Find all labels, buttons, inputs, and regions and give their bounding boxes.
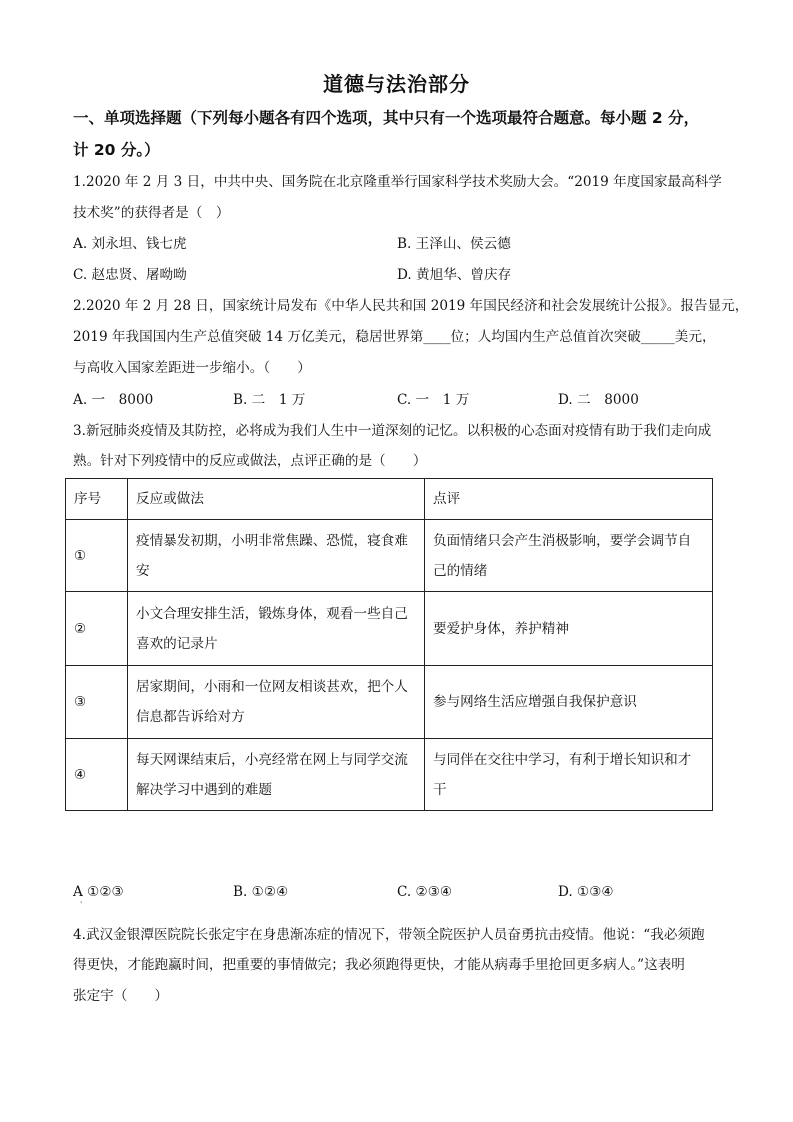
row-number: ③ [66,666,128,739]
table-header-cell: 反应或做法 [128,479,425,520]
q2-option-b[interactable]: B. 二 1 万 [233,392,306,408]
table-row [66,520,713,592]
q1-option-c[interactable]: C. 赵忠贤、屠呦呦 [73,267,187,283]
stray-mark: ' [80,900,83,909]
q3-option-c[interactable]: C. ②③④ [397,884,453,900]
q2-option-a[interactable]: A. 一 8000 [73,392,154,408]
table-header-row [66,479,713,520]
q2-stem-line-1: 2.2020 年 2 月 28 日，国家统计局发布《中华人民共和国 2019 年国民经济和社会发展统计公报》。报告显元， [73,298,749,314]
row-comment: 负面情绪只会产生消极影响，要学会调节自己的情绪 [425,520,713,592]
table-header-cell: 序号 [66,479,128,520]
q1-stem-line-2: 技术奖”的获得者是（ ） [73,205,230,221]
q4-stem-line-1: 4.武汉金银潭医院院长张定宇在身患渐冻症的情况下，带领全院医护人员奋勇抗击疫情。他说：“我必须跑 [73,927,705,943]
row-number: ② [66,592,128,666]
table-row [66,666,713,739]
q3-option-d[interactable]: D. ①③④ [558,884,614,900]
q1-option-d[interactable]: D. 黄旭华、曾庆存 [397,267,512,283]
q4-stem-line-2: 得更快，才能跑赢时间，把重要的事情做完；我必须跑得更快，才能从病毒手里抢回更多病人。”这表明 [73,957,685,973]
q4-stem-line-3: 张定宇（ ） [73,988,169,1004]
page-title: 道德与法治部分 [323,72,470,96]
row-number: ④ [66,739,128,811]
table-row [66,592,713,666]
section-heading-line-2: 计 20 分。） [73,141,160,159]
q3-option-a[interactable]: A ①②③ [73,884,124,900]
section-heading-line-1: 一、单项选择题（下列每小题各有四个选项，其中只有一个选项最符合题意。每小题 2 分， [73,109,700,127]
q3-stem-line-2: 熟。针对下列疫情中的反应或做法，点评正确的是（ ） [73,453,427,469]
q2-option-d[interactable]: D. 二 8000 [558,392,639,408]
table-header-cell: 点评 [425,479,713,520]
q1-option-b[interactable]: B. 王泽山、侯云德 [397,236,511,252]
q3-option-b[interactable]: B. ①②④ [233,884,289,900]
row-action: 每天网课结束后，小亮经常在网上与同学交流解决学习中遇到的难题 [128,739,425,811]
q1-option-a[interactable]: A. 刘永坦、钱七虎 [73,236,187,252]
row-action: 疫情暴发初期，小明非常焦躁、恐慌，寝食难安 [128,520,425,592]
row-comment: 与同伴在交往中学习，有利于增长知识和才干 [425,739,713,811]
q2-stem-line-3: 与高收入国家差距进一步缩小。（ ） [73,360,311,376]
row-action: 小文合理安排生活，锻炼身体，观看一些自己喜欢的记录片 [128,592,425,666]
table-row [66,739,713,811]
q2-stem-line-2: 2019 年我国国内生产总值突破 14 万亿美元，稳居世界第____位；人均国内生产总值首次突破_____美元， [73,329,716,345]
row-comment: 要爱护身体，养护精神 [425,592,713,666]
q2-option-c[interactable]: C. 一 1 万 [397,392,470,408]
row-comment: 参与网络生活应增强自我保护意识 [425,666,713,739]
q3-table [65,478,713,811]
q3-stem-line-1: 3.新冠肺炎疫情及其防控，必将成为我们人生中一道深刻的记忆。以积极的心态面对疫情有助于我们走向成 [73,423,712,439]
q1-stem-line-1: 1.2020 年 2 月 3 日，中共中央、国务院在北京隆重举行国家科学技术奖励大会。“2019 年度国家最高科学 [73,174,722,190]
row-action: 居家期间，小雨和一位网友相谈甚欢，把个人信息都告诉给对方 [128,666,425,739]
row-number: ① [66,520,128,592]
